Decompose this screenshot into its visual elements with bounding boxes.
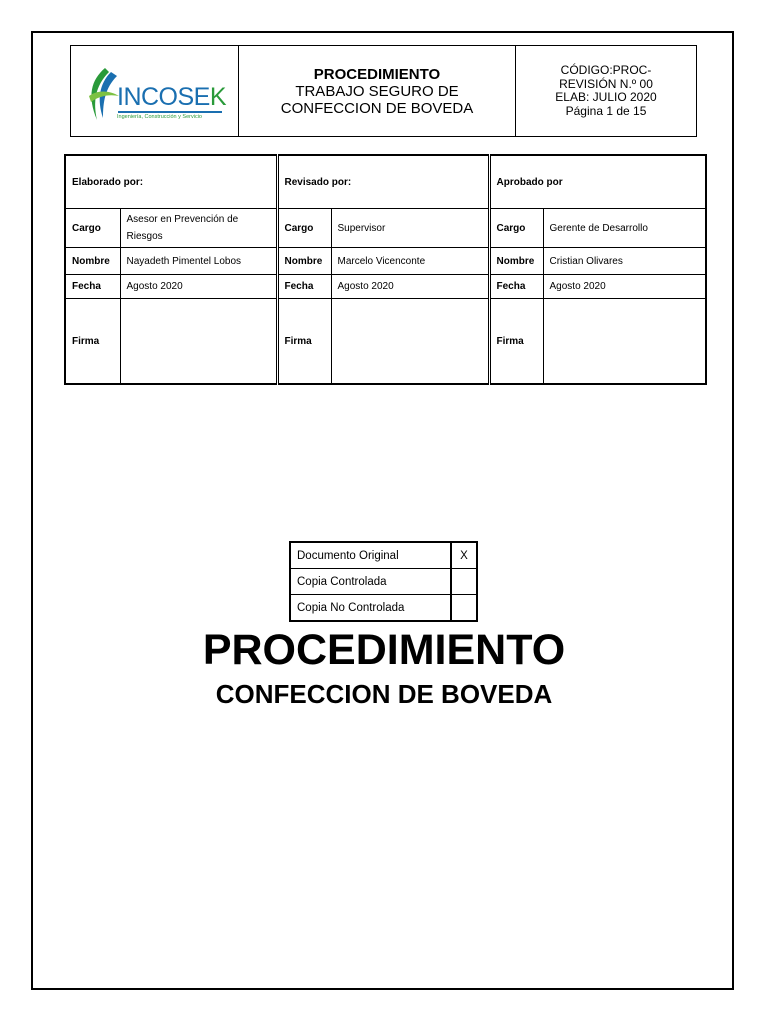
fecha-label: Fecha (277, 275, 331, 299)
table-row (65, 299, 706, 385)
fecha-label: Fecha (489, 275, 543, 299)
aprobado-cargo: Gerente de Desarrollo (543, 209, 706, 248)
aprobado-nombre: Cristian Olivares (543, 248, 706, 275)
revisado-nombre: Marcelo Vicenconte (331, 248, 489, 275)
copy-type-mark: X (451, 542, 477, 569)
approvals-table (64, 154, 707, 385)
copy-type-mark (451, 595, 477, 622)
logo-underline (118, 111, 222, 113)
table-row (65, 209, 706, 248)
elaborado-fecha: Agosto 2020 (120, 275, 277, 299)
cargo-label: Cargo (489, 209, 543, 248)
copy-type-label: Documento Original (290, 542, 451, 569)
fecha-label: Fecha (65, 275, 120, 299)
firma-label: Firma (277, 299, 331, 385)
table-row (290, 542, 477, 569)
logo-tagline: Ingeniería, Construcción y Servicio (117, 114, 202, 120)
aprobado-firma-field (543, 299, 706, 385)
company-logo (71, 46, 239, 136)
table-row (290, 595, 477, 622)
copy-type-mark (451, 569, 477, 595)
table-row (65, 155, 706, 209)
cargo-label: Cargo (277, 209, 331, 248)
doc-revision: REVISIÓN N.º 00 (559, 76, 653, 91)
copy-type-label: Copia No Controlada (290, 595, 451, 622)
cover-subtitle: CONFECCION DE BOVEDA (215, 679, 553, 709)
doc-elab-date: ELAB: JULIO 2020 (555, 90, 657, 104)
doc-page-number: Página 1 de 15 (565, 103, 647, 118)
firma-label: Firma (65, 299, 120, 385)
header-subtitle-line1: TRABAJO SEGURO DE (295, 82, 459, 100)
firma-label: Firma (489, 299, 543, 385)
aprobado-fecha: Agosto 2020 (543, 275, 706, 299)
elaborado-firma-field (120, 299, 277, 385)
header-subtitle-line2: CONFECCION DE BOVEDA (280, 99, 474, 117)
revisado-fecha: Agosto 2020 (331, 275, 489, 299)
cover-title: PROCEDIMIENTO (202, 626, 566, 674)
nombre-label: Nombre (489, 248, 543, 275)
aprobado-header: Aprobado por (489, 155, 706, 209)
revisado-firma-field (331, 299, 489, 385)
elaborado-nombre: Nayadeth Pimentel Lobos (120, 248, 277, 275)
table-row (65, 275, 706, 299)
header-title-cell (239, 46, 516, 136)
elaborado-cargo: Asesor en Prevención de Riesgos (120, 209, 277, 248)
document-header (70, 45, 697, 137)
copy-control-table (289, 541, 478, 622)
table-row (290, 569, 477, 595)
copy-type-label: Copia Controlada (290, 569, 451, 595)
revisado-header: Revisado por: (277, 155, 489, 209)
elaborado-header: Elaborado por: (65, 155, 277, 209)
header-meta-cell (516, 46, 696, 136)
nombre-label: Nombre (277, 248, 331, 275)
revisado-cargo: Supervisor (331, 209, 489, 248)
table-row (65, 248, 706, 275)
cargo-label: Cargo (65, 209, 120, 248)
header-title: PROCEDIMIENTO (313, 65, 441, 83)
logo-wordmark: INCOSEK (117, 83, 227, 111)
nombre-label: Nombre (65, 248, 120, 275)
doc-code: CÓDIGO:PROC- (560, 63, 652, 77)
